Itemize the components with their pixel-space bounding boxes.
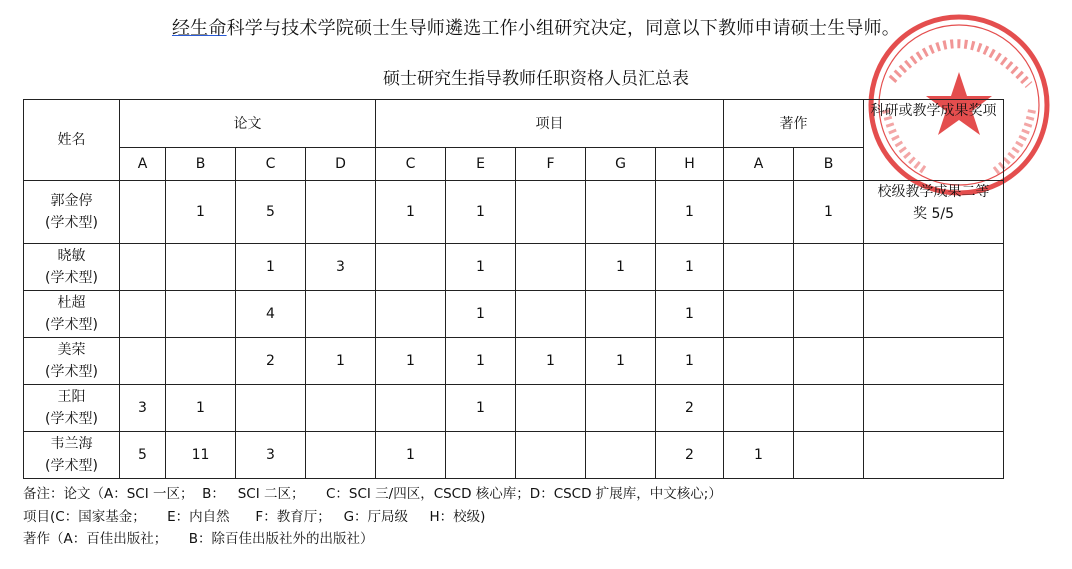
table-cell: 1	[586, 338, 656, 385]
teacher-name: 杜超	[57, 295, 86, 311]
cell-award	[864, 432, 1004, 479]
table-cell	[306, 181, 376, 244]
subheader-paper-c: C	[236, 148, 306, 181]
cell-award	[864, 244, 1004, 291]
table-cell	[794, 432, 864, 479]
subheader-project-f: F	[516, 148, 586, 181]
teacher-type: (学术型)	[45, 411, 98, 427]
table-cell: 1	[236, 244, 306, 291]
table-cell: 1	[794, 181, 864, 244]
teacher-type: (学术型)	[45, 458, 98, 474]
subheader-paper-d: D	[306, 148, 376, 181]
table-row	[24, 432, 1004, 479]
table-cell	[376, 385, 446, 432]
table-cell: 1	[376, 338, 446, 385]
table-body	[24, 181, 1004, 479]
table-cell	[516, 432, 586, 479]
teacher-type: (学术型)	[45, 215, 98, 231]
cell-award	[864, 291, 1004, 338]
cell-name	[24, 432, 120, 479]
subheader-paper-b: B	[166, 148, 236, 181]
table-cell: 2	[656, 385, 724, 432]
cell-award: 校级教学成果二等奖 5/5	[864, 181, 1004, 244]
table-title: 硕士研究生指导教师任职资格人员汇总表	[383, 69, 689, 89]
header-project: 项目	[376, 100, 724, 148]
cell-name	[24, 181, 120, 244]
header-book: 著作	[724, 100, 864, 148]
table-cell: 1	[446, 291, 516, 338]
table-cell: 1	[166, 385, 236, 432]
intro-underlined: 经生命	[171, 18, 227, 39]
table-row	[24, 385, 1004, 432]
table-cell	[516, 244, 586, 291]
table-cell: 1	[516, 338, 586, 385]
table-cell	[586, 291, 656, 338]
table-cell	[516, 291, 586, 338]
teacher-name: 王阳	[57, 389, 86, 405]
table-cell: 5	[236, 181, 306, 244]
table-cell: 1	[166, 181, 236, 244]
table-cell	[586, 181, 656, 244]
table-cell	[166, 244, 236, 291]
subheader-project-h: H	[656, 148, 724, 181]
subheader-paper-a: A	[120, 148, 166, 181]
subheader-project-g: G	[586, 148, 656, 181]
teacher-name: 韦兰海	[50, 436, 93, 452]
table-cell: 3	[306, 244, 376, 291]
table-cell: 1	[446, 181, 516, 244]
table-row	[24, 244, 1004, 291]
intro-rest: 科学与技术学院硕士生导师遴选工作小组研究决定，同意以下教师申请硕士生导师。	[226, 18, 900, 39]
table-cell: 1	[446, 338, 516, 385]
table-row	[24, 181, 1004, 244]
header-award: 科研或教学成果奖项	[864, 100, 1004, 181]
table-cell	[446, 432, 516, 479]
table-cell	[794, 244, 864, 291]
subheader-book-b: B	[794, 148, 864, 181]
table-cell: 1	[446, 385, 516, 432]
table-cell	[306, 432, 376, 479]
table-cell: 4	[236, 291, 306, 338]
table-cell	[120, 291, 166, 338]
table-cell	[166, 291, 236, 338]
teacher-name: 美荣	[57, 342, 86, 358]
table-cell	[724, 291, 794, 338]
table-cell	[120, 181, 166, 244]
table-cell: 1	[656, 338, 724, 385]
table-row	[24, 338, 1004, 385]
cell-award	[864, 338, 1004, 385]
cell-name	[24, 244, 120, 291]
table-cell: 1	[586, 244, 656, 291]
teacher-name: 郭金停	[50, 193, 93, 209]
table-cell: 11	[166, 432, 236, 479]
table-cell: 1	[656, 244, 724, 291]
header-name: 姓名	[24, 100, 120, 181]
table-cell	[586, 432, 656, 479]
subheader-book-a: A	[724, 148, 794, 181]
table-cell: 1	[724, 432, 794, 479]
table-cell: 2	[656, 432, 724, 479]
table-cell: 3	[236, 432, 306, 479]
table-cell: 5	[120, 432, 166, 479]
table-cell	[306, 385, 376, 432]
table-cell	[794, 338, 864, 385]
table-cell	[120, 244, 166, 291]
cell-name	[24, 291, 120, 338]
table-cell: 1	[656, 181, 724, 244]
table-row	[24, 291, 1004, 338]
table-cell	[724, 338, 794, 385]
table-cell	[120, 338, 166, 385]
table-cell	[236, 385, 306, 432]
note-paper: 备注：论文（A：SCI 一区； B： SCI 二区； C：SCI 三/四区，CSCD 核心库；D：CSCD 扩展库，中文核心;）	[23, 486, 722, 502]
table-cell: 1	[306, 338, 376, 385]
table-cell	[794, 291, 864, 338]
teacher-type: (学术型)	[45, 364, 98, 380]
table-cell	[724, 181, 794, 244]
note-project: 项目(C：国家基金； E：内自然 F：教育厅； G：厅局级 H：校级)	[23, 508, 486, 525]
table-cell	[306, 291, 376, 338]
table-cell	[516, 181, 586, 244]
table-cell	[516, 385, 586, 432]
table-cell: 3	[120, 385, 166, 432]
table-cell	[794, 385, 864, 432]
notes	[23, 483, 722, 551]
table-cell	[166, 338, 236, 385]
table-cell: 1	[656, 291, 724, 338]
table-cell: 1	[446, 244, 516, 291]
table-cell	[724, 244, 794, 291]
subheader-project-c: C	[376, 148, 446, 181]
table-cell: 1	[376, 432, 446, 479]
subheader-project-e: E	[446, 148, 516, 181]
table-cell: 2	[236, 338, 306, 385]
note-book: 著作（A：百佳出版社； B：除百佳出版社外的出版社）	[23, 531, 374, 547]
cell-name	[24, 385, 120, 432]
table-cell	[724, 385, 794, 432]
header-paper: 论文	[120, 100, 376, 148]
teacher-type: (学术型)	[45, 270, 98, 286]
teacher-name: 晓敏	[57, 248, 86, 264]
qualification-table	[23, 99, 1004, 479]
table-cell: 1	[376, 181, 446, 244]
table-cell	[586, 385, 656, 432]
cell-award	[864, 385, 1004, 432]
cell-name	[24, 338, 120, 385]
teacher-type: (学术型)	[45, 317, 98, 333]
table-cell	[376, 244, 446, 291]
table-cell	[376, 291, 446, 338]
